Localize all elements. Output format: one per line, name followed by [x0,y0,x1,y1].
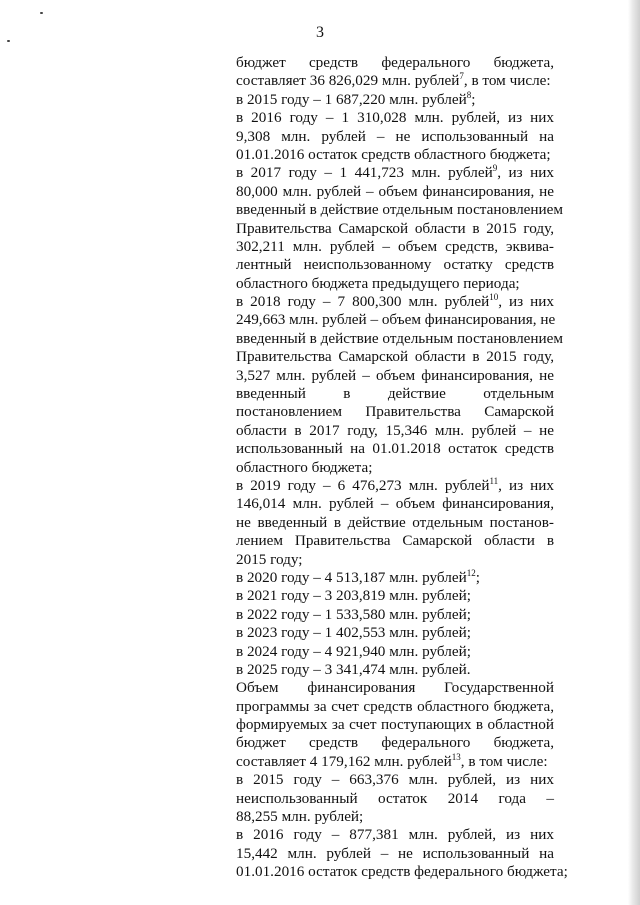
text-line [236,72,554,90]
footnote-marker: 9 [492,163,498,174]
text-line [236,348,554,366]
text-line [236,164,554,182]
text-line-content: формируемых за счет поступающих в областной [236,716,554,734]
text-line-content: в 2023 году – 1 402,553 млн. рублей; [236,624,471,642]
text-line [236,54,554,72]
scan-page-edge [628,0,640,905]
footnote-marker: 13 [451,751,461,762]
text-line-content: лением Правительства Самарской области в [236,532,554,550]
text-line-content: Правительства Самарской области в 2015 году, [236,348,554,366]
text-line [236,109,554,127]
text-line-content: 9,308 млн. рублей – не использованный на [236,127,554,145]
text-line-tail: , в том числе: [460,752,548,770]
text-line-content: в 2015 году – 663,376 млн. рублей, из них [236,771,554,789]
text-line-content: постановлением Правительства Самарской [236,403,554,421]
text-line [236,220,554,238]
text-line-content: введенный в действие отдельным постановлением [236,329,563,347]
text-line-content: Правительства Самарской области в 2015 году, [236,219,554,237]
text-line [236,146,554,164]
text-line [236,128,554,146]
text-line [236,716,554,734]
text-line-content: бюджет средств федерального бюджета, [236,54,554,71]
text-line [236,606,554,624]
footnote-marker: 10 [489,292,499,303]
text-line-content: 80,000 млн. рублей – объем финансирования, не [236,182,554,200]
text-line-content: составляет 36 826,029 млн. рублей [236,72,460,90]
text-line-content: 3,527 млн. рублей – объем финансирования, не [236,366,554,384]
text-line-content: в 2016 году – 877,381 млн. рублей, из них [236,826,554,844]
text-line-content: 2015 году; [236,550,303,568]
footnote-marker: 7 [459,71,464,82]
text-line-content: в 2016 году – 1 310,028 млн. рублей, из них [236,109,554,127]
text-line [236,551,554,569]
text-line [236,514,554,532]
text-line-content: области в 2017 году, 15,346 млн. рублей – не [236,421,554,439]
text-line [236,826,554,844]
text-line [236,643,554,661]
text-line [236,183,554,201]
text-line-content: Объем финансирования Государственной [236,679,554,697]
text-line [236,477,554,495]
text-line [236,661,554,679]
text-line-content: в 2018 году – 7 800,300 млн. рублей [236,293,490,311]
text-line [236,771,554,789]
text-line [236,863,568,881]
text-line-content: в 2019 году – 6 476,273 млн. рублей [236,476,490,494]
text-line-content: 01.01.2016 остаток средств областного бюджета; [236,145,551,163]
text-line-content: в 2017 году – 1 441,723 млн. рублей [236,164,493,182]
text-line-content: бюджет средств федерального бюджета, [236,734,554,752]
footnote-marker: 12 [466,567,476,578]
text-line [236,293,554,311]
text-line [236,624,554,642]
text-line-tail: , из них [498,293,554,311]
footnote-marker: 11 [489,475,499,486]
text-line [236,385,554,403]
text-line [236,845,554,863]
text-line [236,734,554,752]
text-line-tail: , в том числе: [463,72,551,90]
text-line [236,440,554,458]
text-line-content: 302,211 млн. рублей – объем средств, эквива- [236,237,554,255]
text-line-content: в 2015 году – 1 687,220 млн. рублей [236,90,467,108]
text-line-content: составляет 4 179,162 млн. рублей [236,752,452,770]
text-line-content: 249,663 млн. рублей – объем финансирования, не [236,311,556,329]
text-line-tail: , из них [497,164,554,182]
text-line [236,790,554,808]
text-line-content: введенный в действие отдельным постановлением [236,201,563,219]
text-line [236,422,554,440]
text-line [236,532,554,550]
text-line [236,91,554,109]
text-line [236,201,563,219]
text-line-tail: ; [475,568,480,586]
page-number: 3 [316,24,324,41]
text-line-content: в 2024 году – 4 921,940 млн. рублей; [236,642,471,660]
text-line-content: в 2021 году – 3 203,819 млн. рублей; [236,587,471,605]
text-line [236,587,554,605]
text-line-content: 88,255 млн. рублей; [236,808,364,826]
text-line [236,311,554,329]
text-line-tail: , из них [498,476,554,494]
footnote-marker: 8 [466,89,472,100]
text-line-content: не введенный в действие отдельным постанов- [236,513,554,531]
text-line [236,495,554,513]
text-line-content: использованный на 01.01.2018 остаток средств [236,440,554,458]
text-line-content: 15,442 млн. рублей – не использованный на [236,844,554,862]
text-line [236,698,554,716]
text-line [236,753,554,771]
text-line [236,808,554,826]
text-line-content: в 2025 году – 3 341,474 млн. рублей. [236,660,471,678]
text-line [236,238,554,256]
text-line [236,367,554,385]
text-line [236,403,554,421]
text-line-tail: ; [471,90,476,108]
text-line-content: лентный неиспользованному остатку средств [236,256,554,274]
scan-speck [40,12,43,14]
text-line-content: программы за счет средств областного бюджета, [236,697,554,715]
text-line [236,329,563,348]
text-line-content: 146,014 млн. рублей – объем финансирования, [236,495,554,513]
text-line-content: в 2022 году – 1 533,580 млн. рублей; [236,605,471,623]
text-line [236,459,554,477]
text-line-content: неиспользованный остаток 2014 года – [236,789,554,807]
text-line [236,275,554,293]
text-line [236,256,554,274]
text-line-content: введенный в действие отдельным [236,385,554,403]
text-line [236,569,554,587]
text-line-content: областного бюджета; [236,458,373,476]
text-line [236,679,554,697]
text-line-content: в 2020 году – 4 513,187 млн. рублей [236,568,467,586]
body-text [236,54,568,882]
text-line-content: 01.01.2016 остаток средств федерального бюджета; [236,863,568,881]
text-line-content: областного бюджета предыдущего периода; [236,274,520,292]
